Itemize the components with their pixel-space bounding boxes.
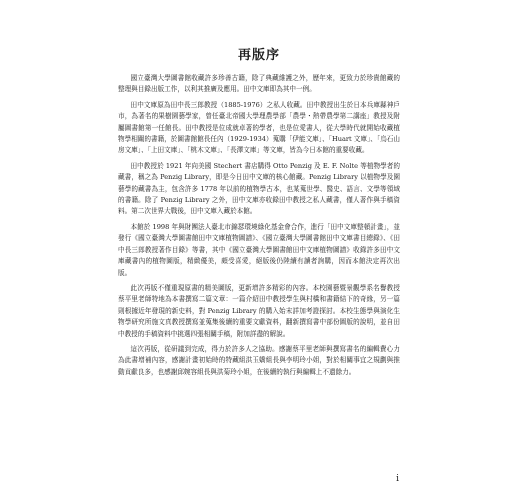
paragraph-5: 此次再版不僅重現原書的精美圖版，更新增許多精彩的內容。本校園藝暨景觀學系名譽教授蔡平里老師特地為本書撰寫二篇文章：一篇介紹田中教授學生與村橋和書籍結下的奇緣，另一篇則根據近年發現的新史料，對 Penzig Library 的購入始末詳加考證探討。本校生態學與演化生物學研究所施文真教授撰寫並蒐集後續的重要文獻資料，翻新撰寫書中部份圖版的說明，並自田中教授的手稿資料中挑選四張相關手稿，附加詳盡的解說。 [118, 283, 400, 338]
page-number: i [396, 474, 399, 484]
page-title: 再版序 [237, 48, 280, 63]
paragraph-6: 這次再版，從研議到完成，得力於許多人之協助。感謝蔡平里老師與撰寫書名的編輯費心力為此書增補內容，感謝計畫初始時的特藏組洪玉嬌組長與李明玲小姐，對於相關事宜之規劃與推動貢獻良多，也感謝邱婉容組長與洪菊玲小姐，在後續的執行與編輯上不遺餘力。 [118, 344, 400, 376]
paragraph-3: 田中教授於 1921 年向美國 Stechert 書店購得 Otto Penzig 及 E. F. Nolte 等植物學者的藏書，稱之為 Penzig Library，即是今日田中文庫的核心館藏。Penzig Library 以植物學及園藝學的藏書為主，包含許多 1778 年以前的植物學古本，也某蒐世學、醫史、語言、文學等領域的書籍。除了 Penzig Library 之外，田中文庫亦收錄田中教授之私人藏書，僅人著作與手稿資料。第二次世界大戰後，田中文庫入藏於本館。 [118, 161, 400, 216]
paragraph-2: 田中文庫原為田中長三郎教授（1885-1976）之私人收藏。田中教授出生於日本兵庫縣神戶市，為著名的果樹園藝學家，曾任臺北帝國大學理農學部「農學・熱帶農學第二講座」教授及附屬圖書館第一任館長。田中教授是位成就卓著的學者，也是位愛書人，從大學時代就開始收藏植物學相關的書籍，於圖書館館長任內（1929-1934）蒐購「伊能文庫」、「Huart 文庫」、「烏石山房文庫」、「上田文庫」、「桃木文庫」、「長澤文庫」等文庫，皆為今日本館的重要收藏。 [118, 100, 400, 155]
paragraph-4: 本館於 1998 年與財團法人臺北市錦瑟環境綠化基金會合作，進行「田中文庫整頓計畫」，並發行《國立臺灣大學圖書館田中文庫植物圖譜》、《國立臺灣大學圖書館田中文庫書目總錄》、《田中長三郎教授著作目錄》等書，其中《國立臺灣大學圖書館田中文庫植物圖譜》收錄許多田中文庫藏書內的植物圖版，精緻優美，頗受喜愛，絕版後仍陸續有讀者詢購，因而本館決定再次出版。 [118, 222, 400, 277]
paragraph-1: 國立臺灣大學圖書館收藏許多珍善古籍，除了典藏維護之外，歷年來，更致力於珍貴館藏的整理與目錄出版工作，以利其推廣及應用。田中文庫即為其中一例。 [118, 74, 400, 94]
